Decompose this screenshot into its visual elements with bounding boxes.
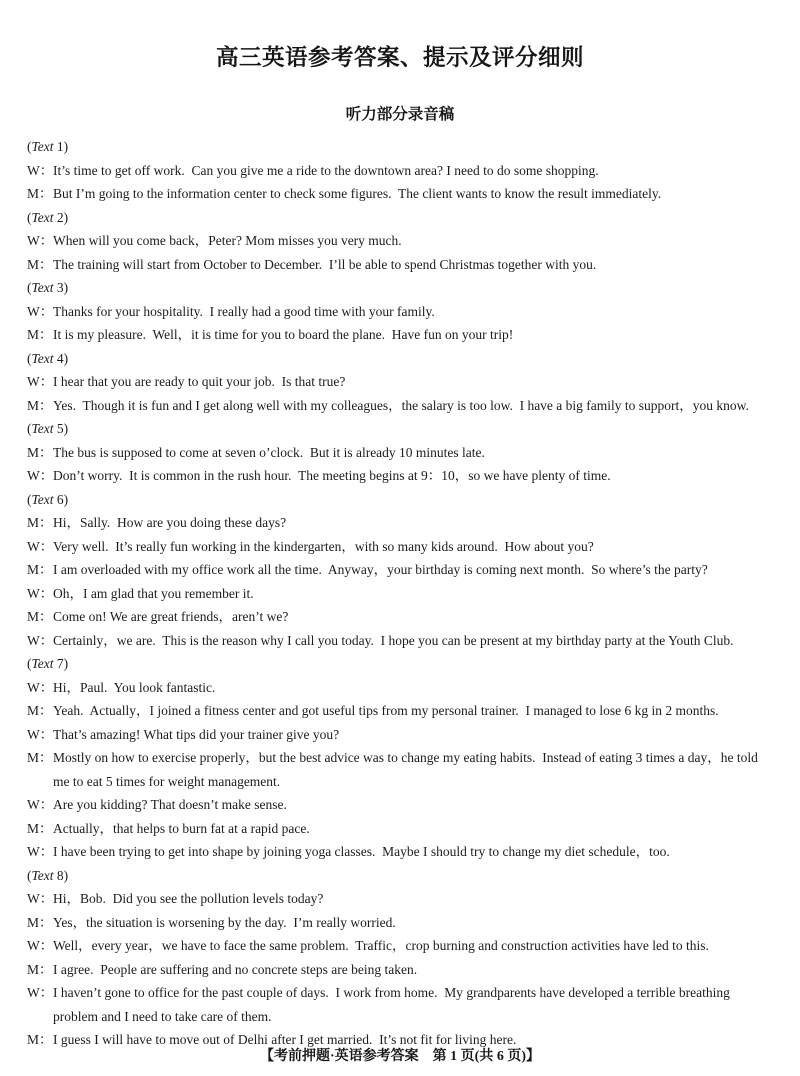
dialogue-text: Yes. Though it is fun and I get along well with my colleagues，the salary is too low. I have a big family to support，you know. <box>53 397 749 413</box>
dialogue-line <box>27 229 774 253</box>
text-label: (Text 4) <box>27 350 69 366</box>
dialogue-line <box>27 887 774 911</box>
dialogue-text: I haven’t gone to office for the past couple of days. I work from home. My grandparents have developed a terrible breathing problem and I need to take care of them. <box>53 985 734 1024</box>
speaker-label: M： <box>27 914 53 930</box>
dialogue-text: The bus is supposed to come at seven o’clock. But it is already 10 minutes late. <box>53 444 485 460</box>
speaker-label: M： <box>27 562 53 577</box>
speaker-label: W： <box>27 374 54 389</box>
text-label: (Text 7) <box>27 656 69 671</box>
dialogue-text: Come on! We are great friends，aren’t we? <box>53 609 289 624</box>
dialogue-line <box>27 441 774 465</box>
dialogue-text: Yes，the situation is worsening by the day. I’m really worried. <box>53 914 396 930</box>
speaker-label: W： <box>27 233 54 248</box>
text-label: (Text 1) <box>27 139 69 154</box>
dialogue-line <box>27 840 774 864</box>
speaker-label: W： <box>27 468 54 483</box>
dialogue-text: Actually，that helps to burn fat at a rapid pace. <box>53 820 310 836</box>
speaker-label: W： <box>27 891 54 906</box>
dialogue-line <box>27 159 774 183</box>
dialogue-line <box>27 676 774 700</box>
dialogue-line <box>27 629 774 653</box>
dialogue-line <box>27 535 774 559</box>
page-title: 高三英语参考答案、提示及评分细则 <box>215 45 584 70</box>
speaker-label: M： <box>27 186 53 201</box>
dialogue-text: I agree. People are suffering and no concrete steps are being taken. <box>53 961 418 977</box>
page-footer: 【考前押题·英语参考答案 第 1 页(共 6 页)】 <box>260 1049 540 1064</box>
dialogue-text: Hi，Paul. You look fantastic. <box>53 679 216 695</box>
dialogue-line <box>27 605 774 629</box>
text-label: (Text 3) <box>27 280 69 295</box>
text-label: (Text 2) <box>27 209 69 225</box>
speaker-label: W： <box>27 938 54 953</box>
dialogue-line <box>27 464 774 488</box>
dialogue-text: Oh，I am glad that you remember it. <box>53 585 254 601</box>
dialogue-line <box>27 699 774 723</box>
text-label: (Text 6) <box>27 491 69 507</box>
text-label-word: Text <box>31 350 54 366</box>
dialogue-line <box>27 723 774 747</box>
speaker-label: M： <box>27 327 53 342</box>
dialogue-text: I hear that you are ready to quit your job. Is that true? <box>53 374 346 389</box>
speaker-label: M： <box>27 703 53 718</box>
speaker-label: W： <box>27 303 54 319</box>
dialogue-line <box>27 394 774 418</box>
section-heading: 听力部分录音稿 <box>345 106 455 123</box>
dialogue-text: Mostly on how to exercise properly，but the best advice was to change my eating habits. Instead of eating 3 times a day，he told me to eat 5 times for weight management. <box>53 750 762 789</box>
dialogue-text: I guess I will have to move out of Delhi after I get married. It’s not fit for living here. <box>53 1032 517 1047</box>
dialogue-text: Are you kidding? That doesn’t make sense. <box>53 797 287 812</box>
dialogue-line <box>27 300 774 324</box>
speaker-label: M： <box>27 515 53 530</box>
dialogue-text: The training will start from October to December. I’ll be able to spend Christmas together with you. <box>53 256 597 272</box>
dialogue-line <box>27 981 774 1028</box>
speaker-label: M： <box>27 1032 53 1047</box>
dialogue-text: Hi，Bob. Did you see the pollution levels today? <box>53 891 324 906</box>
dialogue-text: Very well. It’s really fun working in the kindergarten，with so many kids around. How about you? <box>53 538 594 554</box>
text-label: (Text 5) <box>27 421 69 436</box>
dialogue-text: Well，every year，we have to face the same problem. Traffic，crop burning and construction activities have led to this. <box>53 938 709 953</box>
dialogue-line <box>27 323 774 347</box>
speaker-label: W： <box>27 679 54 695</box>
text-label-word: Text <box>31 867 54 883</box>
dialogue-text: Thanks for your hospitality. I really had a good time with your family. <box>53 303 435 319</box>
dialogue-line <box>27 817 774 841</box>
dialogue-text: When will you come back，Peter? Mom misses you very much. <box>53 233 402 248</box>
speaker-label: W： <box>27 162 54 178</box>
dialogue-text: That’s amazing! What tips did your trainer give you? <box>53 726 340 742</box>
speaker-label: W： <box>27 797 54 812</box>
speaker-label: W： <box>27 844 54 859</box>
dialogue-line <box>27 582 774 606</box>
dialogue-line <box>27 182 774 206</box>
speaker-label: M： <box>27 256 53 272</box>
dialogue-text: But I’m going to the information center to check some figures. The client wants to know the result immediately. <box>53 186 662 201</box>
dialogue-text: Don’t worry. It is common in the rush hour. The meeting begins at 9：10，so we have plenty of time. <box>53 468 611 483</box>
dialogue-text: It is my pleasure. Well，it is time for you to board the plane. Have fun on your trip! <box>53 327 514 342</box>
speaker-label: M： <box>27 820 53 836</box>
dialogue-line <box>27 934 774 958</box>
speaker-label: W： <box>27 585 54 601</box>
dialogue-text: Yeah. Actually，I joined a fitness center and got useful tips from my personal trainer. I managed to lose 6 kg in 2 months. <box>53 703 719 718</box>
speaker-label: M： <box>27 397 53 413</box>
dialogue-text: I have been trying to get into shape by joining yoga classes. Maybe I should try to change my diet schedule，too. <box>53 844 670 859</box>
speaker-label: M： <box>27 961 53 977</box>
dialogue-line <box>27 370 774 394</box>
text-label-word: Text <box>31 139 54 154</box>
text-label-word: Text <box>31 491 54 507</box>
dialogue-text: Hi，Sally. How are you doing these days? <box>53 515 287 530</box>
speaker-label: W： <box>27 538 54 554</box>
transcript <box>27 135 774 1052</box>
text-label-word: Text <box>31 280 54 295</box>
speaker-label: W： <box>27 985 54 1000</box>
text-label-word: Text <box>31 209 54 225</box>
dialogue-line <box>27 511 774 535</box>
dialogue-text: Certainly，we are. This is the reason why I call you today. I hope you can be present at my birthday party at the Youth Club. <box>53 632 734 648</box>
speaker-label: M： <box>27 609 53 624</box>
speaker-label: W： <box>27 632 54 648</box>
speaker-label: M： <box>27 750 53 765</box>
text-label-word: Text <box>31 656 54 671</box>
text-label-word: Text <box>31 421 54 436</box>
speaker-label: W： <box>27 726 54 742</box>
dialogue-line <box>27 746 774 793</box>
dialogue-line <box>27 253 774 277</box>
dialogue-line <box>27 558 774 582</box>
speaker-label: M： <box>27 444 53 460</box>
dialogue-line <box>27 958 774 982</box>
dialogue-line <box>27 793 774 817</box>
dialogue-line <box>27 911 774 935</box>
dialogue-text: It’s time to get off work. Can you give me a ride to the downtown area? I need to do some shopping. <box>53 162 599 178</box>
text-label: (Text 8) <box>27 867 69 883</box>
dialogue-text: I am overloaded with my office work all the time. Anyway，your birthday is coming next month. So where’s the party? <box>53 562 708 577</box>
